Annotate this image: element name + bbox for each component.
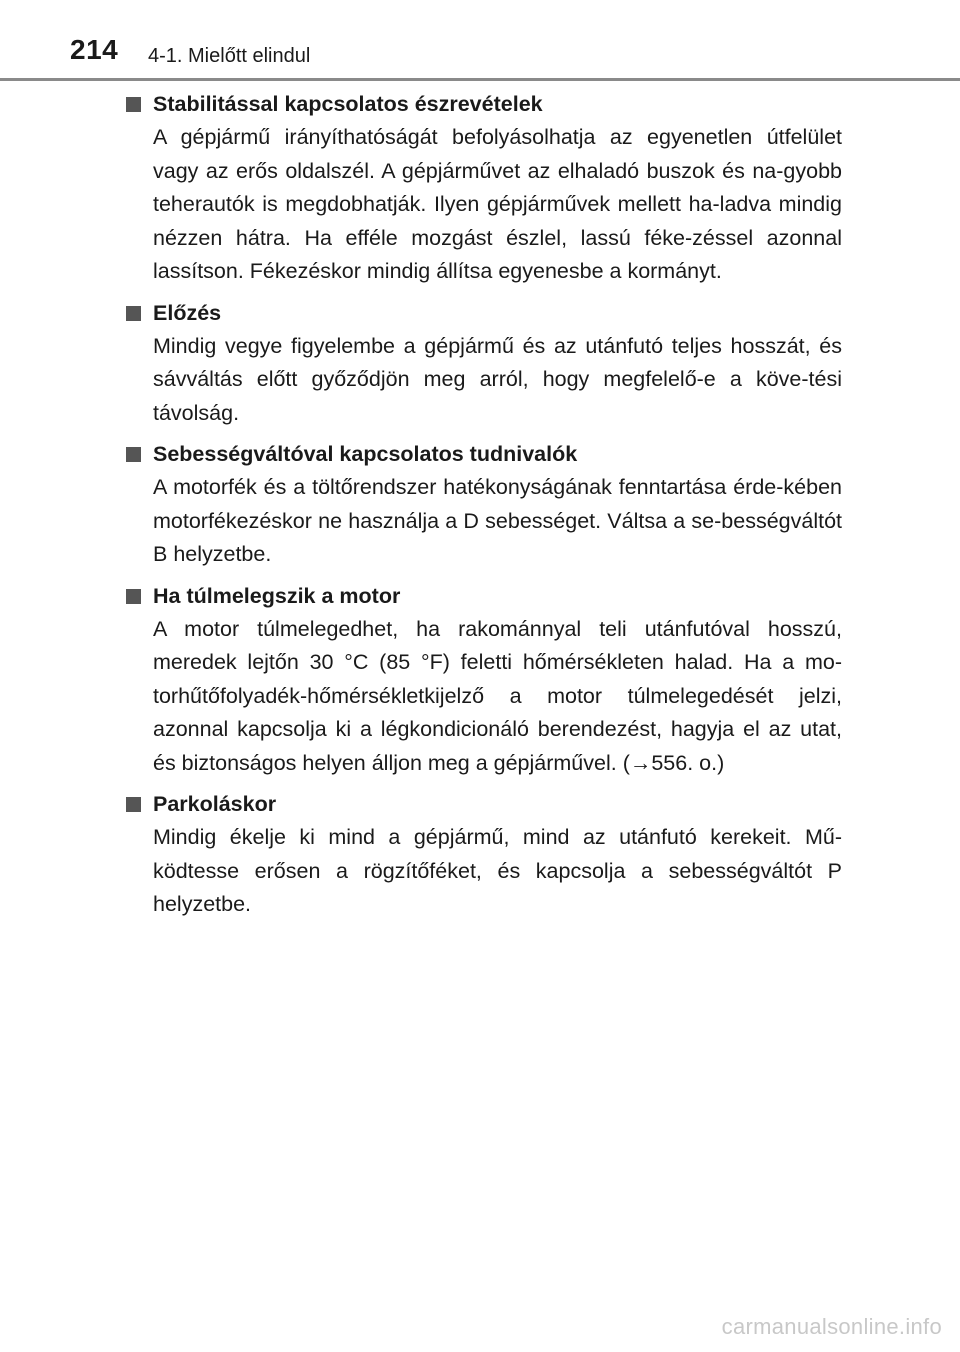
square-bullet-icon bbox=[126, 589, 141, 604]
page-content bbox=[126, 88, 842, 922]
section-overheating bbox=[126, 580, 842, 781]
section-heading bbox=[126, 88, 842, 121]
page-header bbox=[0, 0, 960, 80]
section-title: Stabilitással kapcsolatos észrevételek bbox=[153, 92, 543, 116]
section-body: A motorfék és a töltőrendszer hatékonyságának fenntartása érde-kében motorfékezéskor ne használja a D sebességet. Váltsa a se-bességváltót B helyzetbe. bbox=[153, 475, 842, 566]
section-heading bbox=[126, 297, 842, 330]
section-transmission bbox=[126, 438, 842, 572]
square-bullet-icon bbox=[126, 797, 141, 812]
section-body: A motor túlmelegedhet, ha rakománnyal teli utánfutóval hosszú, meredek lejtőn 30 °C (85 °F) feletti hőmérsékleten halad. Ha a mo-torhűtőfolyadék-hőmérsékletkijelző a motor túlmelegedését jelzi, azonnal kapcsolja ki a légkondicionáló berendezést, hagyja el az utat, és biztonságos helyen álljon meg a gépjárművel. (→556. o.) bbox=[153, 616, 842, 775]
section-title: Parkoláskor bbox=[153, 792, 277, 816]
section-heading bbox=[126, 438, 842, 471]
section-title: Sebességváltóval kapcsolatos tudnivalók bbox=[153, 442, 578, 466]
chapter-title: 4-1. Mielőtt elindul bbox=[148, 45, 311, 67]
section-title: Előzés bbox=[153, 300, 222, 325]
section-title: Ha túlmelegszik a motor bbox=[153, 583, 401, 608]
section-heading bbox=[126, 580, 842, 613]
section-parking bbox=[126, 788, 842, 922]
section-overtaking bbox=[126, 297, 842, 431]
page-number: 214 bbox=[70, 34, 119, 65]
watermark-text: carmanualsonline.info bbox=[721, 1314, 942, 1339]
square-bullet-icon bbox=[126, 447, 141, 462]
square-bullet-icon bbox=[126, 306, 141, 321]
section-body: Mindig ékelje ki mind a gépjármű, mind az utánfutó kerekeit. Mű-ködtesse erősen a rögzítőféket, és kapcsolja a sebességváltót P helyzetbe. bbox=[153, 825, 842, 916]
square-bullet-icon bbox=[126, 97, 141, 112]
header-divider bbox=[0, 78, 960, 81]
section-stability bbox=[126, 88, 842, 289]
section-body: A gépjármű irányíthatóságát befolyásolhatja az egyenetlen útfelület vagy az erős oldalszél. A gépjárművet az elhaladó buszok és na-gyobb teherautók is megdobhatják. Ilyen gépjárművek mellett ha-ladva mindig nézzen hátra. Ha efféle mozgást észlel, lassú féke-zéssel azonnal lassítson. Fékezéskor mindig állítsa egyenesbe a kormányt. bbox=[153, 125, 842, 283]
section-heading bbox=[126, 788, 842, 821]
section-body: Mindig vegye figyelembe a gépjármű és az utánfutó teljes hosszát, és sávváltás előtt győződjön meg arról, hogy megfelelő-e a köve-tési távolság. bbox=[153, 333, 842, 425]
